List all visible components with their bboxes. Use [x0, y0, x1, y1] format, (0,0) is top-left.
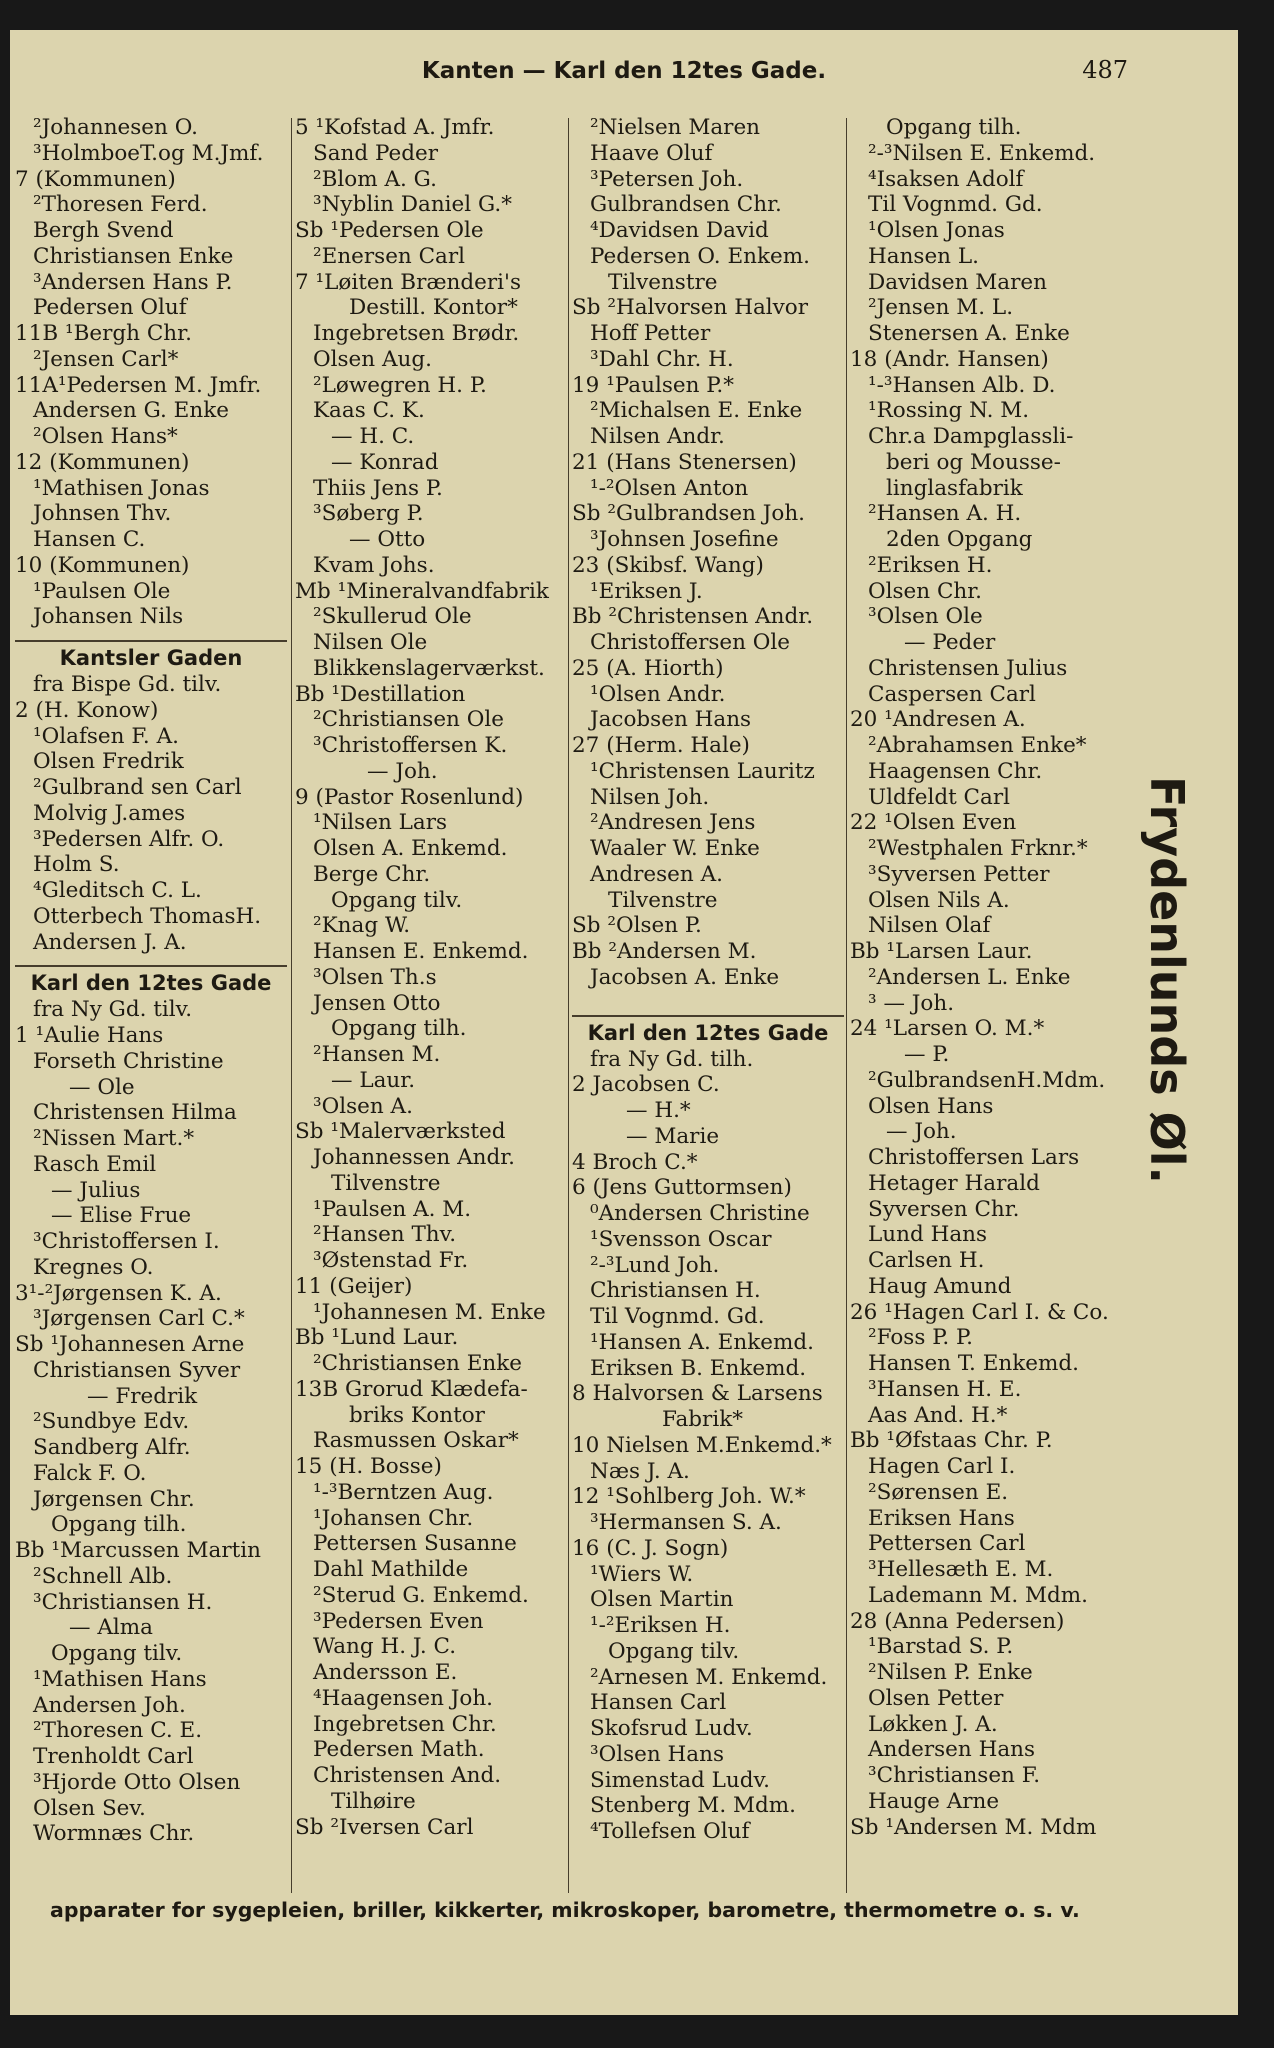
directory-entry: ¹Christensen Lauritz — [590, 758, 815, 784]
directory-entry: Bb ¹Destillation — [295, 681, 466, 707]
directory-entry: 8 Halvorsen & Larsens — [572, 1381, 823, 1407]
directory-entry: Bergh Svend — [33, 218, 174, 243]
directory-entry: ²Eriksen H. — [868, 552, 993, 578]
directory-entry: Løkken J. A. — [868, 1711, 998, 1737]
directory-entry: Otterbech ThomasH. — [33, 903, 262, 929]
directory-entry: ¹Wiers W. — [590, 1561, 694, 1587]
directory-entry: ⁴Davidsen David — [590, 218, 769, 243]
directory-entry: Andersen G. Enke — [33, 398, 229, 424]
directory-entry: ²Abrahamsen Enke* — [868, 733, 1087, 758]
directory-entry: Andersen Hans — [868, 1737, 1036, 1763]
directory-entry: Tilvenstre — [608, 269, 718, 295]
directory-entry: 2 Jacobsen C. — [572, 1072, 720, 1098]
directory-entry: Næs J. A. — [590, 1458, 690, 1484]
directory-entry: Jørgensen Chr. — [33, 1486, 195, 1512]
directory-entry: ³Christiansen F. — [868, 1763, 1041, 1788]
column-4 — [850, 115, 1122, 1840]
directory-entry: ³Hermansen S. A. — [590, 1510, 782, 1535]
directory-entry: Opgang tilv. — [51, 1641, 183, 1666]
directory-entry: 13B Grorud Klædefa- — [295, 1376, 528, 1402]
directory-entry: ²Enersen Carl — [313, 243, 466, 269]
directory-entry: Kaas C. K. — [313, 398, 425, 424]
directory-entry: Opgang tilh. — [331, 1016, 467, 1042]
directory-entry: 19 ¹Paulsen P.* — [572, 372, 734, 398]
directory-entry: ¹Paulsen A. M. — [313, 1196, 472, 1222]
directory-entry: 9 (Pastor Rosenlund) — [295, 784, 524, 810]
directory-entry: 26 ¹Hagen Carl I. & Co. — [850, 1299, 1109, 1325]
directory-entry: Christensen And. — [313, 1763, 502, 1788]
directory-entry: Bb ²Andersen M. — [572, 939, 757, 964]
directory-entry: ²Sundbye Edv. — [33, 1409, 190, 1435]
directory-entry: fra Ny Gd. tilh. — [590, 1046, 754, 1072]
directory-entry: Christiansen H. — [590, 1278, 761, 1304]
section-heading: Karl den 12tes Gade — [572, 1015, 844, 1047]
directory-entry: ²Løwegren H. P. — [313, 372, 487, 398]
directory-entry: Andersson E. — [313, 1660, 458, 1685]
directory-entry: Sb ¹Pedersen Ole — [295, 218, 484, 243]
directory-entry: Tilvenstre — [331, 1170, 441, 1196]
directory-entry: Wang H. J. C. — [313, 1634, 457, 1660]
directory-entry: Bb ²Christensen Andr. — [572, 604, 814, 630]
directory-entry: ²Nilsen P. Enke — [868, 1660, 1033, 1685]
directory-entry: ²Hansen A. H. — [868, 501, 1022, 527]
directory-entry: Forseth Christine — [33, 1048, 224, 1074]
directory-entry: — Laur. — [331, 1067, 416, 1093]
directory-entry: Ingebretsen Chr. — [313, 1711, 497, 1737]
directory-entry: ³Pedersen Even — [313, 1608, 484, 1634]
directory-entry: ³Pedersen Alfr. O. — [33, 826, 225, 852]
directory-entry: Jacobsen Hans — [590, 707, 752, 733]
directory-entry: — Ole — [69, 1074, 135, 1100]
directory-entry: Andersen Joh. — [33, 1692, 186, 1718]
directory-entry: fra Bispe Gd. tilv. — [33, 672, 222, 697]
directory-entry: Bb ¹Øfstaas Chr. P. — [850, 1428, 1053, 1454]
directory-entry: Nilsen Olaf — [868, 913, 991, 939]
directory-entry: Kregnes O. — [33, 1254, 154, 1280]
directory-entry: 7 ¹Løiten Brænderi's — [295, 269, 521, 295]
directory-entry: ³Hansen H. E. — [868, 1376, 1022, 1402]
directory-entry: 16 (C. J. Sogn) — [572, 1535, 729, 1561]
directory-entry: Pedersen Math. — [313, 1737, 485, 1763]
directory-entry: ²Sørensen E. — [868, 1479, 1009, 1505]
directory-entry: 1 ¹Aulie Hans — [15, 1023, 164, 1048]
directory-page — [10, 30, 1238, 2015]
directory-entry: ³Søberg P. — [313, 501, 424, 527]
directory-entry: ²Nissen Mart.* — [33, 1126, 195, 1151]
directory-entry: 21 (Hans Stenersen) — [572, 449, 797, 475]
directory-entry: — H. C. — [331, 424, 415, 449]
directory-entry: ³Andersen Hans P. — [33, 269, 233, 295]
directory-entry: 18 (Andr. Hansen) — [850, 346, 1049, 372]
directory-entry: ³Christoffersen K. — [313, 733, 508, 758]
directory-entry: ²Christiansen Ole — [313, 707, 504, 733]
directory-entry: Aas And. H.* — [868, 1402, 1008, 1428]
directory-entry: ²-³Nilsen E. Enkemd. — [868, 140, 1096, 166]
column-2 — [295, 115, 567, 1840]
directory-entry: Nilsen Andr. — [590, 424, 725, 449]
footer-advertisement: apparater for sygepleien, briller, kikkerter, mikroskoper, barometre, thermometre o. s. v. — [50, 1898, 1080, 1922]
column-3 — [572, 115, 844, 1845]
directory-entry: Destill. Kontor* — [349, 295, 518, 321]
directory-entry: Hansen Carl — [590, 1690, 727, 1716]
directory-entry: Hetager Harald — [868, 1170, 1040, 1196]
directory-entry: 7 (Kommunen) — [15, 166, 176, 192]
directory-entry: ³ — Joh. — [868, 990, 955, 1016]
page-number: 487 — [1082, 56, 1128, 84]
directory-entry: Sandberg Alfr. — [33, 1435, 191, 1460]
directory-entry: ²Skullerud Ole — [313, 604, 472, 630]
directory-entry: ¹Johansen Chr. — [313, 1505, 474, 1531]
directory-entry: Nilsen Ole — [313, 630, 428, 655]
directory-entry: 2 (H. Konow) — [15, 697, 159, 723]
directory-entry: Syversen Chr. — [868, 1196, 1020, 1222]
directory-entry: 28 (Anna Pedersen) — [850, 1608, 1065, 1634]
directory-entry: 15 (H. Bosse) — [295, 1454, 442, 1479]
directory-entry: — Joh. — [367, 758, 438, 784]
directory-entry: 11 (Geijer) — [295, 1273, 413, 1299]
directory-entry: Sand Peder — [313, 140, 438, 166]
directory-entry: Fabrik* — [662, 1407, 743, 1432]
directory-entry: Johnsen Thv. — [33, 501, 172, 527]
directory-entry: Trenholdt Carl — [33, 1744, 194, 1769]
directory-entry: 20 ¹Andresen A. — [850, 707, 1026, 733]
directory-entry: Johannessen Andr. — [313, 1145, 516, 1170]
directory-entry: Sb ²Iversen Carl — [295, 1814, 474, 1840]
directory-entry: Olsen Petter — [868, 1685, 1004, 1711]
directory-entry: ²Arnesen M. Enkemd. — [590, 1664, 828, 1690]
directory-entry: 22 ¹Olsen Even — [850, 810, 1017, 836]
directory-entry: Til Vognmd. Gd. — [590, 1304, 765, 1329]
directory-entry: ¹Olsen Jonas — [868, 218, 1005, 243]
directory-entry: briks Kontor — [349, 1402, 485, 1428]
directory-entry: ¹Svensson Oscar — [590, 1226, 772, 1252]
directory-entry: beri og Mousse- — [886, 449, 1061, 475]
directory-entry: Hansen T. Enkemd. — [868, 1351, 1079, 1376]
directory-entry: 11B ¹Bergh Chr. — [15, 321, 192, 346]
directory-entry: linglasfabrik — [886, 475, 1023, 501]
column-divider — [846, 118, 847, 1893]
directory-entry: ¹Rossing N. M. — [868, 398, 1030, 424]
directory-entry: 12 ¹Sohlberg Joh. W.* — [572, 1484, 806, 1510]
directory-entry: Tilhøire — [331, 1788, 416, 1814]
directory-entry: 2den Opgang — [886, 527, 1033, 552]
directory-entry: Carlsen H. — [868, 1248, 985, 1273]
directory-entry: Falck F. O. — [33, 1460, 147, 1486]
directory-entry: Molvig J.ames — [33, 800, 186, 826]
directory-entry: Davidsen Maren — [868, 269, 1047, 295]
directory-entry: 24 ¹Larsen O. M.* — [850, 1016, 1045, 1042]
directory-entry: ²Jensen M. L. — [868, 295, 1014, 321]
directory-entry: Olsen Fredrik — [33, 749, 184, 775]
directory-entry: 25 (A. Hiorth) — [572, 655, 724, 681]
directory-entry: ²Michalsen E. Enke — [590, 398, 803, 424]
directory-entry: ²Christiansen Enke — [313, 1351, 523, 1376]
directory-entry: ³HolmboeT.og M.Jmf. — [33, 140, 264, 166]
directory-entry: 12 (Kommunen) — [15, 449, 190, 475]
directory-entry: Sb ²Halvorsen Halvor — [572, 295, 809, 321]
directory-entry: Kvam Johs. — [313, 552, 435, 578]
directory-entry: ³Christiansen H. — [33, 1589, 213, 1615]
directory-entry: ⁴Isaksen Adolf — [868, 166, 1024, 192]
directory-entry: Haave Oluf — [590, 140, 713, 166]
directory-entry: ³Nyblin Daniel G.* — [313, 192, 512, 218]
directory-entry: Lund Hans — [868, 1222, 988, 1248]
directory-entry: ²Foss P. P. — [868, 1325, 973, 1351]
directory-entry: ¹-³Berntzen Aug. — [313, 1479, 494, 1505]
directory-entry: Blikkenslagerværkst. — [313, 655, 545, 681]
directory-entry: ¹Hansen A. Enkemd. — [590, 1329, 814, 1355]
directory-entry: ²Schnell Alb. — [33, 1563, 173, 1589]
directory-entry: Olsen Martin — [590, 1587, 734, 1613]
directory-entry: Lademann M. Mdm. — [868, 1582, 1088, 1608]
directory-entry: Pedersen O. Enkem. — [590, 243, 810, 269]
directory-entry: Opgang tilh. — [51, 1512, 187, 1538]
column-divider — [291, 118, 292, 1893]
directory-entry: Christoffersen Ole — [590, 630, 791, 655]
directory-entry: Pedersen Oluf — [33, 295, 187, 321]
directory-entry: Dahl Mathilde — [313, 1557, 469, 1582]
directory-entry: — H.* — [626, 1098, 691, 1123]
directory-entry: ²Thoresen C. E. — [33, 1718, 203, 1744]
page-header: Kanten — Karl den 12tes Gade. — [421, 58, 827, 84]
directory-entry: Skofsrud Ludv. — [590, 1716, 753, 1741]
directory-entry: Hansen C. — [33, 527, 146, 552]
directory-entry: Stenersen A. Enke — [868, 321, 1070, 346]
directory-entry: Johansen Nils — [33, 604, 184, 630]
directory-entry: ¹Paulsen Ole — [33, 578, 171, 604]
directory-entry: ²Nielsen Maren — [590, 115, 761, 140]
directory-entry: Sb ¹Malerværksted — [295, 1119, 506, 1145]
directory-entry: ²Johannesen O. — [33, 115, 198, 140]
directory-entry: Eriksen B. Enkemd. — [590, 1355, 807, 1381]
directory-entry: ¹Nilsen Lars — [313, 810, 448, 836]
directory-entry: Stenberg M. Mdm. — [590, 1793, 796, 1819]
directory-entry: Nilsen Joh. — [590, 784, 710, 810]
directory-entry: — Elise Frue — [51, 1203, 192, 1229]
directory-entry: ³Jørgensen Carl C.* — [33, 1306, 245, 1332]
directory-entry: Berge Chr. — [313, 861, 431, 887]
directory-entry: ¹Olsen Andr. — [590, 681, 726, 707]
directory-entry: Pettersen Carl — [868, 1531, 1026, 1557]
directory-entry: Bb ¹Marcussen Martin — [15, 1538, 261, 1563]
directory-entry: 6 (Jens Guttormsen) — [572, 1175, 792, 1201]
directory-entry: ¹-³Hansen Alb. D. — [868, 372, 1056, 398]
directory-entry: ²Gulbrand sen Carl — [33, 775, 242, 800]
directory-entry: — Peder — [904, 630, 996, 655]
directory-entry: ¹Johannesen M. Enke — [313, 1299, 546, 1325]
directory-entry: Opgang tilh. — [886, 115, 1022, 140]
directory-entry: Haug Amund — [868, 1273, 1012, 1299]
directory-entry: Mb ¹Mineralvandfabrik — [295, 578, 549, 604]
directory-entry: — Otto — [349, 527, 426, 552]
directory-entry: Olsen Aug. — [313, 346, 432, 372]
directory-entry: — Julius — [51, 1177, 141, 1203]
directory-entry: Opgang tilv. — [331, 887, 463, 913]
directory-entry: 5 ¹Kofstad A. Jmfr. — [295, 115, 495, 140]
directory-entry: Hansen E. Enkemd. — [313, 939, 529, 964]
directory-entry: ¹-²Eriksen H. — [590, 1613, 731, 1638]
directory-entry: Christiansen Syver — [33, 1357, 241, 1383]
directory-entry: Ingebretsen Brødr. — [313, 321, 520, 346]
directory-entry: ³Østenstad Fr. — [313, 1248, 469, 1273]
directory-entry: ¹Mathisen Hans — [33, 1666, 207, 1692]
directory-entry: Chr.a Dampglassli- — [868, 424, 1074, 449]
directory-entry: Haagensen Chr. — [868, 758, 1043, 784]
directory-entry: Bb ¹Lund Laur. — [295, 1325, 459, 1351]
directory-entry: Til Vognmd. Gd. — [868, 192, 1043, 218]
directory-entry: Hauge Arne — [868, 1788, 1000, 1814]
directory-entry: — Konrad — [331, 449, 439, 475]
directory-entry: ²Thoresen Ferd. — [33, 192, 208, 218]
directory-entry: 11A¹Pedersen M. Jmfr. — [15, 372, 262, 398]
directory-entry: ³Syversen Petter — [868, 861, 1050, 887]
directory-entry: 4 Broch C.* — [572, 1149, 698, 1175]
directory-entry: Jensen Otto — [313, 990, 441, 1016]
directory-entry: ²Andersen L. Enke — [868, 964, 1071, 990]
section-heading: Karl den 12tes Gade — [15, 965, 287, 997]
directory-entry: Olsen Hans — [868, 1093, 994, 1119]
directory-entry: Thiis Jens P. — [313, 475, 443, 501]
directory-entry: ¹Barstad S. P. — [868, 1634, 1014, 1660]
directory-entry: Holm S. — [33, 852, 120, 878]
side-advertisement — [1122, 776, 1212, 1184]
directory-entry: Eriksen Hans — [868, 1505, 1015, 1531]
directory-entry: 27 (Herm. Hale) — [572, 733, 750, 758]
directory-entry: ³Olsen Hans — [590, 1741, 725, 1767]
directory-entry: Olsen A. Enkemd. — [313, 836, 508, 861]
directory-entry: ²Hansen M. — [313, 1042, 441, 1067]
directory-entry: ³Olsen A. — [313, 1093, 413, 1119]
directory-entry: Sb ¹Johannesen Arne — [15, 1332, 245, 1357]
directory-entry: Hagen Carl I. — [868, 1454, 1016, 1479]
directory-entry: ²Olsen Hans* — [33, 424, 178, 449]
directory-entry: ³Johnsen Josefine — [590, 527, 779, 552]
directory-entry: ³Hjorde Otto Olsen — [33, 1769, 241, 1795]
directory-entry: — Alma — [69, 1615, 153, 1641]
directory-entry: Rasmussen Oskar* — [313, 1428, 519, 1454]
directory-entry: ²Hansen Thv. — [313, 1222, 457, 1248]
directory-entry: 10 Nielsen M.Enkemd.* — [572, 1432, 832, 1458]
directory-entry: ²Westphalen Frknr.* — [868, 836, 1088, 861]
spacer — [572, 991, 844, 1005]
directory-entry: Sb ²Olsen P. — [572, 913, 702, 939]
directory-entry: ²Sterud G. Enkemd. — [313, 1582, 529, 1608]
directory-entry: Hoff Petter — [590, 321, 711, 346]
directory-entry: Jacobsen A. Enke — [590, 964, 780, 990]
directory-entry: Hansen L. — [868, 243, 979, 269]
directory-entry: Gulbrandsen Chr. — [590, 192, 782, 218]
directory-entry: Sb ¹Andersen M. Mdm — [850, 1814, 1097, 1840]
directory-entry: ¹-²Olsen Anton — [590, 475, 749, 501]
directory-entry: ¹Olafsen F. A. — [33, 723, 179, 749]
directory-entry: Christensen Julius — [868, 655, 1068, 681]
directory-entry: — P. — [904, 1042, 950, 1067]
directory-entry: Simenstad Ludv. — [590, 1767, 770, 1793]
directory-entry: ³Olsen Ole — [868, 604, 983, 630]
column-1 — [15, 115, 287, 1847]
directory-entry: ³Petersen Joh. — [590, 166, 744, 192]
directory-entry: ³Dahl Chr. H. — [590, 346, 734, 372]
directory-entry: ²Andresen Jens — [590, 810, 756, 836]
directory-entry: Olsen Sev. — [33, 1795, 146, 1821]
directory-entry: ⁰Andersen Christine — [590, 1201, 810, 1226]
directory-entry: — Fredrik — [87, 1383, 198, 1409]
directory-entry: Caspersen Carl — [868, 681, 1036, 707]
directory-entry: — Marie — [626, 1123, 720, 1149]
directory-entry: Andresen A. — [590, 861, 723, 887]
directory-entry: Christoffersen Lars — [868, 1145, 1080, 1170]
directory-entry: Tilvenstre — [608, 887, 718, 913]
directory-entry: Andersen J. A. — [33, 929, 187, 955]
directory-entry: ¹Mathisen Jonas — [33, 475, 210, 501]
directory-entry: — Joh. — [886, 1119, 957, 1145]
directory-entry: ¹Eriksen J. — [590, 578, 703, 604]
directory-entry: Olsen Chr. — [868, 578, 982, 604]
section-heading: Kantsler Gaden — [15, 640, 287, 672]
directory-entry: 3¹-²Jørgensen K. A. — [15, 1280, 222, 1306]
side-advertisement-text: Frydenlunds Øl. — [1140, 776, 1194, 1184]
directory-entry: Waaler W. Enke — [590, 836, 760, 861]
directory-entry: ⁴Haagensen Joh. — [313, 1685, 494, 1711]
directory-entry: ²-³Lund Joh. — [590, 1252, 720, 1278]
directory-entry: Christiansen Enke — [33, 243, 234, 269]
directory-entry: Rasch Emil — [33, 1151, 157, 1177]
directory-entry: ²Jensen Carl* — [33, 346, 179, 372]
directory-entry: ³Christoffersen I. — [33, 1229, 220, 1254]
directory-entry: Pettersen Susanne — [313, 1531, 517, 1557]
directory-entry: ⁴Gleditsch C. L. — [33, 878, 202, 903]
directory-entry: ²GulbrandsenH.Mdm. — [868, 1067, 1106, 1093]
column-divider — [568, 118, 569, 1893]
directory-entry: ²Blom A. G. — [313, 166, 437, 192]
directory-entry: ²Knag W. — [313, 913, 411, 939]
directory-entry: fra Ny Gd. tilv. — [33, 997, 193, 1023]
directory-entry: Wormnæs Chr. — [33, 1821, 195, 1847]
directory-entry: ³Hellesæth E. M. — [868, 1557, 1054, 1582]
directory-entry: ³Olsen Th.s — [313, 964, 437, 990]
directory-entry: Bb ¹Larsen Laur. — [850, 939, 1033, 964]
directory-entry: Olsen Nils A. — [868, 887, 1010, 913]
directory-entry: Uldfeldt Carl — [868, 784, 1010, 810]
directory-entry: ⁴Tollefsen Oluf — [590, 1819, 750, 1844]
directory-entry: Opgang tilv. — [608, 1638, 740, 1664]
directory-entry: Christensen Hilma — [33, 1100, 237, 1126]
directory-entry: 23 (Skibsf. Wang) — [572, 552, 764, 578]
directory-entry: Sb ²Gulbrandsen Joh. — [572, 501, 805, 527]
directory-entry: 10 (Kommunen) — [15, 552, 190, 578]
